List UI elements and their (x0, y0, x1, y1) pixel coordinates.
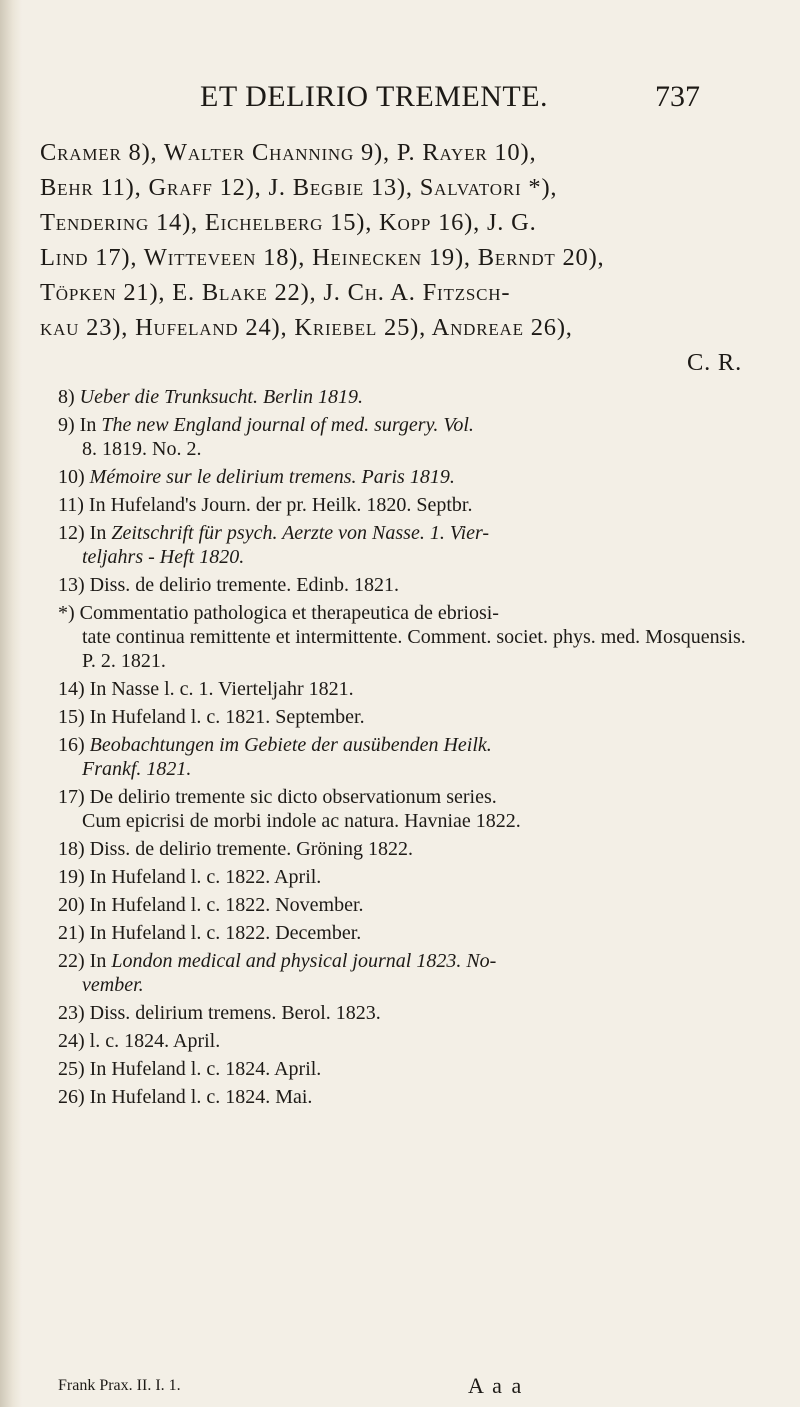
footnote (58, 465, 748, 489)
main-text-block (40, 135, 746, 380)
footnote-text: Hufeland l. c. 1822. December. (111, 922, 362, 944)
footnote: 12) In Zeitschrift für psych. Aerzte von Nasse. 1. Vier- teljahrs - Heft 1820. (58, 522, 490, 568)
sheet-signature: A a a (468, 1373, 524, 1398)
footnote-number: 21) (58, 922, 85, 944)
footnote: 20) In Hufeland l. c. 1822. November. (58, 894, 364, 916)
footnote-text: Hufeland l. c. 1824. Mai. (111, 1086, 313, 1108)
main-text-line: Behr 11), Graff 12), J. Begbie 13), Salvatori *), (40, 174, 558, 201)
main-text-line: Cramer 8), Walter Channing 9), P. Rayer 10), (40, 139, 537, 166)
footnote-text: Beobachtungen im Gebiete der ausübenden Heilk. (89, 734, 492, 756)
page-footer (58, 1373, 678, 1401)
main-text-line: Lind 17), Witteveen 18), Heinecken 19), Berndt 20), (40, 244, 605, 271)
footnote-number: 15) (58, 706, 85, 728)
footnote: 15) In Hufeland l. c. 1821. September. (58, 706, 365, 728)
footnote-text: Diss. de delirio tremente. Gröning 1822. (89, 838, 413, 860)
footnote-text: Mémoire sur le delirium tremens. Paris 1819. (89, 466, 455, 488)
main-text-line: Töpken 21), E. Blake 22), J. Ch. A. Fitzsch- (40, 279, 511, 306)
footnote-text: Diss. delirium tremens. Berol. 1823. (89, 1002, 381, 1024)
footnote: 16) Beobachtungen im Gebiete der ausübenden Heilk. Frankf. 1821. (58, 734, 492, 780)
footnote-text: London medical and physical journal 1823. No- (111, 950, 497, 972)
footnote-number: 26) (58, 1086, 85, 1108)
footnote-text: The new England journal of med. surgery. Vol. (101, 414, 474, 436)
work-signature: Frank Prax. II. I. 1. (58, 1377, 181, 1394)
footnote-text: Nasse l. c. 1. Vierteljahr 1821. (111, 678, 354, 700)
footnote: 26) In Hufeland l. c. 1824. Mai. (58, 1086, 313, 1108)
footnote-number: 16) (58, 734, 85, 756)
footnote (58, 385, 748, 409)
footnote-number: 12) (58, 522, 85, 544)
footnote: 19) In Hufeland l. c. 1822. April. (58, 866, 322, 888)
footnote-number: 9) (58, 414, 75, 436)
footnote-number: 23) (58, 1002, 85, 1024)
footnote-text: Commentatio pathologica et therapeutica de ebriosi- (79, 602, 499, 624)
page-header (100, 80, 700, 120)
footnote-number: 11) (58, 494, 84, 516)
footnote-text: l. c. 1824. April. (89, 1030, 221, 1052)
footnote (58, 837, 748, 861)
footnote: 9) In The new England journal of med. surgery. Vol. 8. 1819. No. 2. (58, 414, 474, 460)
footnote: *) Commentatio pathologica et therapeutica de ebriosi- tate continua remittente et intermittente. Comment. societ. phys. med. Mosquensis. P. 2. 1821. (58, 602, 746, 672)
running-title: ET DELIRIO TREMENTE. (200, 80, 549, 113)
footnote-number: 18) (58, 838, 85, 860)
footnote: 17) De delirio tremente sic dicto observationum series. Cum epicrisi de morbi indole ac natura. Havniae 1822. (58, 786, 521, 832)
footnote-text: De delirio tremente sic dicto observationum series. (89, 786, 497, 808)
page-number: 737 (655, 80, 700, 113)
footnote (58, 573, 748, 597)
footnote-text: Ueber die Trunksucht. Berlin 1819. (79, 386, 363, 408)
footnote: 11) In Hufeland's Journ. der pr. Heilk. 1820. Septbr. (58, 494, 473, 516)
footnote-number: 24) (58, 1030, 85, 1052)
footnote-text: Zeitschrift für psych. Aerzte von Nasse. 1. Vier- (111, 522, 490, 544)
footnote (58, 1001, 748, 1025)
footnote-number: 20) (58, 894, 85, 916)
footnote-number: *) (58, 602, 75, 624)
footnotes (58, 385, 748, 1109)
footnote-text: Hufeland l. c. 1822. April. (111, 866, 322, 888)
footnote-text: Hufeland l. c. 1824. April. (111, 1058, 322, 1080)
footnote-number: 19) (58, 866, 85, 888)
footnote-number: 17) (58, 786, 85, 808)
footnote: 22) In London medical and physical journal 1823. No- vember. (58, 950, 497, 996)
footnote: 21) In Hufeland l. c. 1822. December. (58, 922, 362, 944)
footnote-number: 8) (58, 386, 75, 408)
footnote-number: 14) (58, 678, 85, 700)
footnote-text: Diss. de delirio tremente. Edinb. 1821. (89, 574, 400, 596)
footnote: 25) In Hufeland l. c. 1824. April. (58, 1058, 322, 1080)
main-text-line: Tendering 14), Eichelberg 15), Kopp 16), J. G. (40, 209, 537, 236)
footnote-text: Hufeland l. c. 1822. November. (111, 894, 364, 916)
footnote-text: Hufeland l. c. 1821. September. (111, 706, 365, 728)
footnote (58, 1029, 748, 1053)
main-text-line: kau 23), Hufeland 24), Kriebel 25), Andreae 26), (40, 314, 573, 341)
footnote: 14) In Nasse l. c. 1. Vierteljahr 1821. (58, 678, 354, 700)
footnote-number: 13) (58, 574, 85, 596)
footnote-number: 25) (58, 1058, 85, 1080)
footnote-text: Hufeland's Journ. der pr. Heilk. 1820. Septbr. (110, 494, 473, 516)
footnote-number: 22) (58, 950, 85, 972)
footnote-number: 10) (58, 466, 85, 488)
author-initials: C. R. (686, 349, 742, 376)
